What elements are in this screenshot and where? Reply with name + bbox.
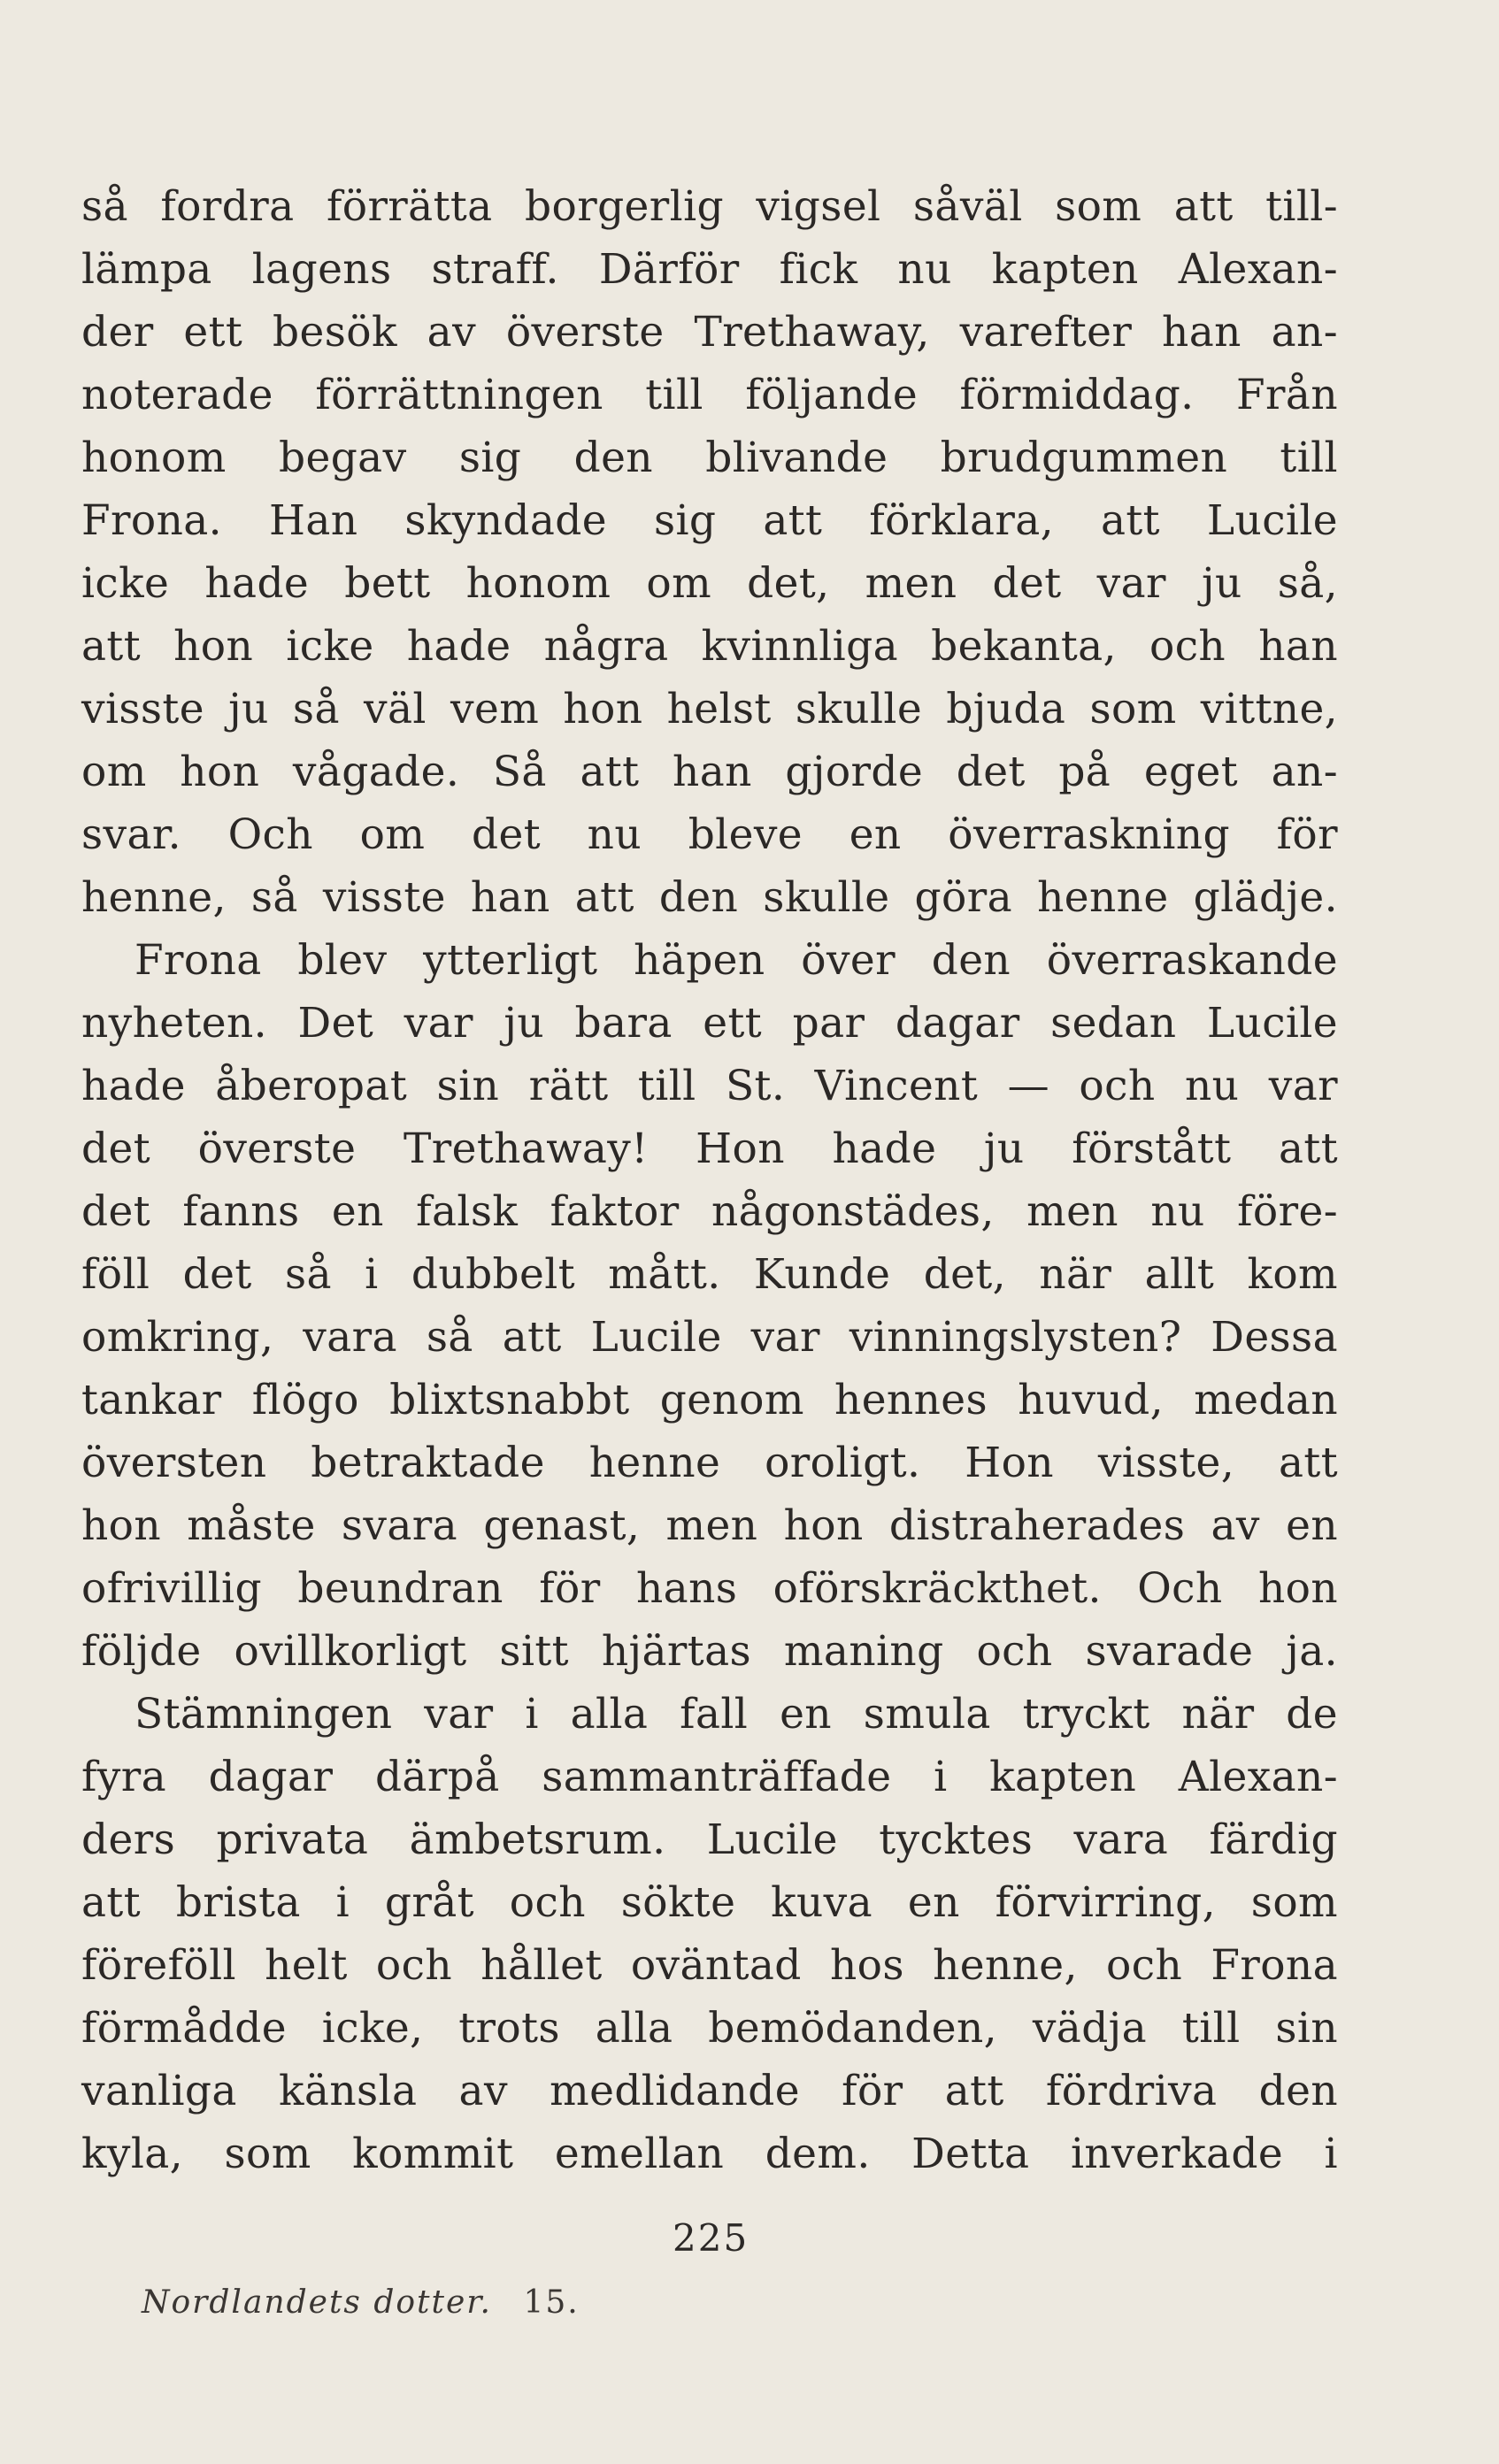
paragraph-start-line: Frona blev ytterligt häpen över den överraskande (135, 936, 1338, 985)
text-line: det fanns en falsk faktor någonstädes, men nu före- (81, 1187, 1338, 1236)
text-line: om hon vågade. Så att han gjorde det på eget an- (81, 748, 1338, 796)
text-line: honom begav sig den blivande brudgummen till (81, 434, 1338, 482)
signature-book-title: Nordlandets dotter. (142, 2284, 492, 2321)
text-line: der ett besök av överste Trethaway, varefter han an- (81, 308, 1338, 357)
text-line: noterade förrättningen till följande förmiddag. Från (81, 371, 1338, 419)
text-line: fyra dagar därpå sammanträffade i kapten Alexan- (81, 1753, 1338, 1801)
text-line: vanliga känsla av medlidande för att fördriva den (81, 2067, 1338, 2115)
text-line: Frona. Han skyndade sig att förklara, att Lucile (81, 496, 1338, 545)
signature-sheet-number: 15. (523, 2284, 580, 2321)
text-line: förmådde icke, trots alla bemödanden, vädja till sin (81, 2004, 1338, 2053)
text-line: svar. Och om det nu bleve en överraskning för (81, 810, 1338, 859)
body-text (81, 175, 1338, 2185)
text-line: så fordra förrätta borgerlig vigsel såväl som att till- (81, 182, 1338, 231)
paragraph-start-line: Stämningen var i alla fall en smula tryckt när de (135, 1690, 1338, 1739)
text-line: lämpa lagens straff. Därför fick nu kapten Alexan- (81, 245, 1338, 294)
text-line: att brista i gråt och sökte kuva en förvirring, som (81, 1878, 1338, 1927)
text-line: icke hade bett honom om det, men det var ju så, (81, 559, 1338, 608)
text-line: visste ju så väl vem hon helst skulle bjuda som vittne, (81, 685, 1338, 733)
text-line: omkring, vara så att Lucile var vinningslysten? Dessa (81, 1313, 1338, 1362)
text-line: det överste Trethaway! Hon hade ju förstått att (81, 1125, 1338, 1173)
page-number: 225 (673, 2216, 750, 2260)
text-line: att hon icke hade några kvinnliga bekanta, och han (81, 622, 1338, 671)
text-line: föll det så i dubbelt mått. Kunde det, när allt kom (81, 1250, 1338, 1299)
text-line: hade åberopat sin rätt till St. Vincent — och nu var (81, 1062, 1338, 1110)
text-line: hon måste svara genast, men hon distraherades av en (81, 1501, 1338, 1550)
text-line: ofrivillig beundran för hans oförskräckthet. Och hon (81, 1564, 1338, 1613)
text-line: följde ovillkorligt sitt hjärtas maning och svarade ja. (81, 1627, 1338, 1676)
text-line: tankar flögo blixtsnabbt genom hennes huvud, medan (81, 1376, 1338, 1424)
printer-signature (142, 2284, 580, 2321)
text-line: översten betraktade henne oroligt. Hon visste, att (81, 1439, 1338, 1487)
text-line: nyheten. Det var ju bara ett par dagar sedan Lucile (81, 999, 1338, 1048)
text-line: föreföll helt och hållet oväntad hos henne, och Frona (81, 1941, 1338, 1990)
text-line: kyla, som kommit emellan dem. Detta inverkade i (81, 2130, 1338, 2178)
text-line: henne, så visste han att den skulle göra henne glädje. (81, 873, 1338, 922)
text-line: ders privata ämbetsrum. Lucile tycktes vara färdig (81, 1815, 1338, 1864)
